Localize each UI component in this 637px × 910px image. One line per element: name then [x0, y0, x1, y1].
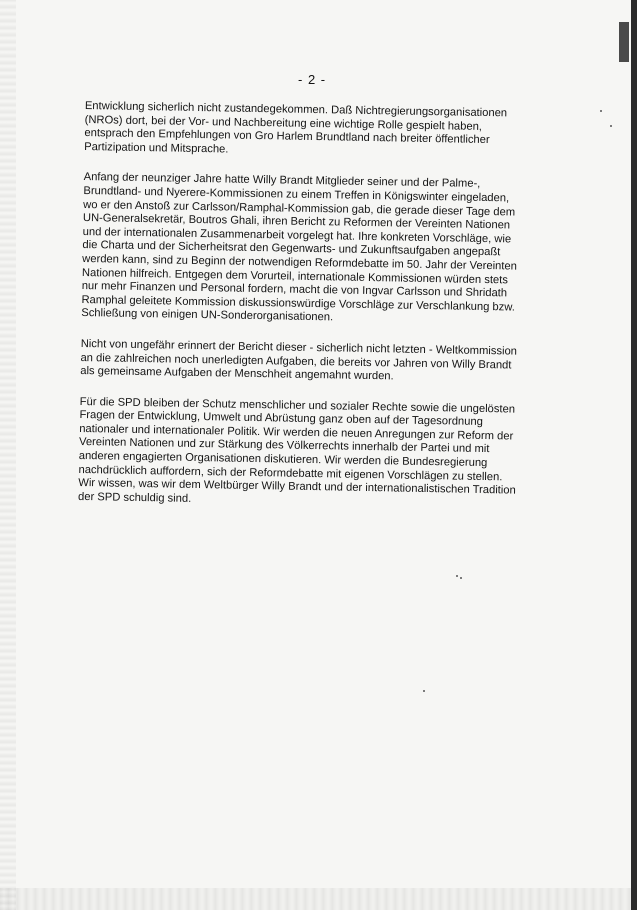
scan-edge-mark: [619, 22, 629, 62]
scan-noise-bottom: [0, 888, 637, 910]
scan-speck: [423, 690, 425, 692]
page-number: - 2 -: [298, 72, 327, 87]
scan-speck: [610, 125, 612, 127]
paragraph-1: Entwicklung sicherlich nicht zustandegekommen. Daß Nichtregierungsorganisationen (NROs) dort, bei der Vor- und Nachbereitung eine wichtige Rolle gespielt haben, entsprach den Empfehlungen von Gro Harlem Brundtland nach breiter öffentlicher Partizipation und Mitsprache.: [84, 100, 508, 156]
document-body: [78, 100, 525, 529]
scan-speck: [600, 110, 602, 112]
scan-speck: [460, 577, 462, 579]
paragraph-3: Nicht von ungefähr erinnert der Bericht dieser - sicherlich nicht letzten - Weltkommission an die zahlreichen noch unerledigten Aufgaben, die bereits vor Jahren von Willy Brandt als gemeinsame Aufgaben der Menschheit angemahnt wurden.: [80, 337, 518, 383]
scan-edge-right: [631, 0, 637, 910]
paragraph-2: Anfang der neunziger Jahre hatte Willy Brandt Mitglieder seiner und der Palme-, Brundtland- und Nyerere-Kommissionen zu einem Treffen in Königswinter eingeladen, wo er den Anstoß zur Carlsson/Ramphal-Kommission gab, die gerade dieser Tage dem UN-Generalsekretär, Boutros Ghali, ihren Bericht zu Reformen der Vereinten Nationen und der internationalen Zusammenarbeit vorgelegt hat. Ihre konkreten Vorschläge, wie die Charta und der Sicherheitsrat den Gegenwarts- und Zukunftsaufgaben angepaßt werden kann, sind zu Beginn der notwendigen Reformdebatte im 50. Jahr der Vereinten Nationen hilfreich. Entgegen dem Vorurteil, internationale Kommissionen würden stets nur mehr Finanzen und Personal fordern, macht die von Ingvar Carlsson und Shridath Ramphal geleitete Kommission diskussionswürdige Vorschläge zur Verschlankung bzw. Schließung von einigen UN-Sonderorganisationen.: [81, 171, 517, 324]
scan-noise-left: [0, 0, 16, 910]
scan-speck: [456, 575, 458, 577]
paragraph-4: Für die SPD bleiben der Schutz menschlicher und sozialer Rechte sowie die ungelösten Fragen der Entwicklung, Umwelt und Abrüstung ganz oben auf der Tagesordnung nationaler und internationaler Politik. Wir werden die neuen Anregungen zur Reform der Vereinten Nationen und zur Stärkung des Völkerrechts innerhalb der Partei und mit anderen engagierten Organisationen diskutieren. Wir werden die Bundesregierung nachdrücklich auffordern, sich der Reformdebatte mit eigenen Vorschlägen zu stellen. Wir wissen, was wir dem Weltbürger Willy Brandt und der internationalistischen Tradition der SPD schuldig sind.: [77, 395, 516, 505]
